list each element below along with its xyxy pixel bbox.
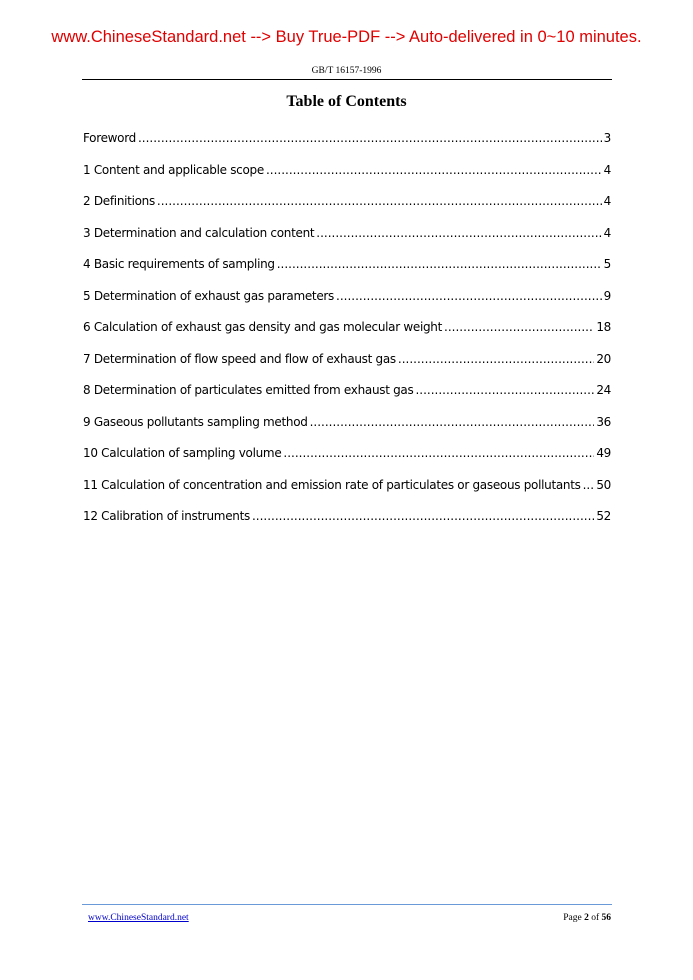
toc-entry-page-number[interactable]: 4 — [603, 225, 611, 240]
page-label: Page — [563, 913, 582, 923]
toc-entry-page-number[interactable]: 3 — [603, 131, 611, 145]
toc-entry-label[interactable]: 9 Gaseous pollutants sampling method — [83, 414, 308, 429]
toc-entry[interactable] — [83, 226, 611, 258]
toc-entry-label[interactable]: 4 Basic requirements of sampling — [83, 257, 275, 271]
toc-dot-leader — [266, 163, 602, 177]
toc-entry[interactable] — [83, 194, 611, 226]
header-divider — [82, 79, 612, 80]
toc-entry[interactable] — [83, 320, 611, 352]
footer-divider — [82, 904, 612, 905]
toc-entry-label[interactable]: 1 Content and applicable scope — [83, 162, 264, 177]
toc-dot-leader — [252, 509, 594, 523]
toc-entry-page-number[interactable]: 52 — [596, 509, 611, 523]
toc-entry-label[interactable]: 3 Determination and calculation content — [83, 225, 315, 240]
toc-dot-leader — [310, 415, 595, 429]
toc-dot-leader — [283, 446, 594, 460]
toc-dot-leader — [277, 257, 602, 271]
toc-entry-page-number[interactable]: 20 — [596, 351, 611, 366]
toc-dot-leader — [583, 478, 595, 492]
toc-entry[interactable] — [83, 257, 611, 289]
toc-entry-page-number[interactable]: 9 — [603, 288, 611, 303]
toc-entry-page-number[interactable]: 49 — [596, 446, 611, 460]
toc-dot-leader — [444, 320, 594, 334]
toc-entry-label[interactable]: Foreword — [83, 131, 136, 145]
page-of: of — [591, 913, 600, 923]
toc-entry-label[interactable]: 10 Calculation of sampling volume — [83, 446, 282, 460]
toc-entry-label[interactable]: 12 Calibration of instruments — [83, 509, 250, 523]
page-total: 56 — [601, 913, 611, 923]
toc-dot-leader — [415, 383, 594, 397]
table-of-contents — [83, 131, 611, 541]
toc-entry-page-number[interactable]: 4 — [603, 194, 611, 208]
toc-entry-page-number[interactable]: 24 — [596, 383, 611, 397]
toc-entry-page-number[interactable]: 36 — [596, 414, 611, 429]
document-id: GB/T 16157-1996 — [311, 66, 382, 76]
toc-entry[interactable] — [83, 289, 611, 321]
toc-entry[interactable] — [83, 131, 611, 163]
toc-entry-label[interactable]: 6 Calculation of exhaust gas density and gas molecular weight — [83, 320, 443, 334]
toc-entry[interactable] — [83, 163, 611, 195]
toc-dot-leader — [336, 289, 602, 303]
toc-dot-leader — [316, 226, 601, 240]
promo-banner-link[interactable]: www.ChineseStandard.net --> Buy True-PDF --> Auto-delivered in 0~10 minutes. — [51, 28, 642, 46]
toc-dot-leader — [138, 131, 602, 145]
toc-entry[interactable] — [83, 415, 611, 447]
toc-entry-page-number[interactable]: 4 — [603, 162, 611, 177]
toc-dot-leader — [398, 352, 594, 366]
toc-entry-page-number[interactable]: 5 — [603, 257, 611, 271]
toc-entry[interactable] — [83, 383, 611, 415]
toc-entry-label[interactable]: 11 Calculation of concentration and emission rate of particulates or gaseous pollutants — [83, 477, 581, 492]
toc-entry[interactable] — [83, 446, 611, 478]
toc-entry-label[interactable]: 2 Definitions — [83, 194, 155, 208]
toc-entry-label[interactable]: 5 Determination of exhaust gas parameters — [83, 288, 334, 303]
page-indicator — [563, 913, 611, 923]
toc-entry[interactable] — [83, 352, 611, 384]
toc-entry[interactable] — [83, 509, 611, 541]
toc-entry-label[interactable]: 8 Determination of particulates emitted from exhaust gas — [83, 383, 414, 397]
page-title: Table of Contents — [286, 93, 407, 110]
footer-website-link[interactable]: www.ChineseStandard.net — [88, 913, 189, 923]
toc-entry[interactable] — [83, 478, 611, 510]
toc-entry-label[interactable]: 7 Determination of flow speed and flow of exhaust gas — [83, 351, 396, 366]
toc-entry-page-number[interactable]: 18 — [596, 320, 611, 334]
toc-dot-leader — [157, 194, 602, 208]
toc-entry-page-number[interactable]: 50 — [596, 477, 611, 492]
page-current: 2 — [584, 913, 589, 923]
